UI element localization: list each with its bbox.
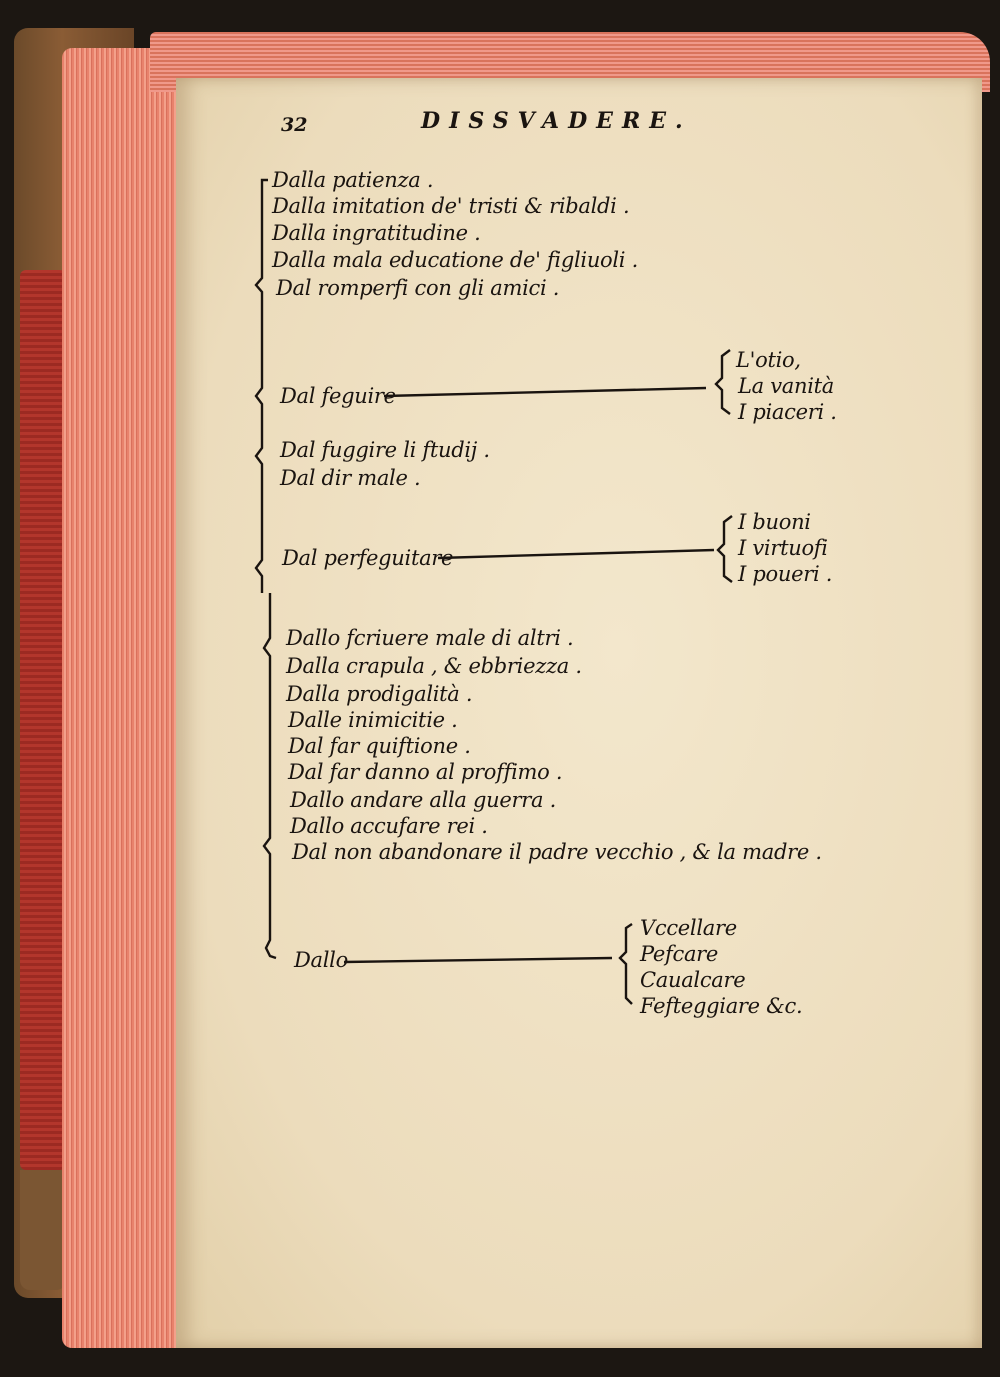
list-item: Dalla crapula , & ebbriezza . [286, 654, 582, 678]
book-spine [20, 270, 66, 1170]
list-item: Dallo accufare rei . [290, 814, 488, 838]
list-item: Dal romperfi con gli amici . [276, 276, 560, 300]
list-item: Dalla mala educatione de' figliuoli . [272, 248, 638, 272]
list-item: Dal dir male . [280, 466, 421, 490]
list-item: Dallo fcriuere male di altri . [286, 626, 574, 650]
list-item: Dalla ingratitudine . [272, 221, 481, 245]
book-spine-bottom [20, 1170, 66, 1290]
seguire-item: La vanità [738, 374, 835, 398]
seguire-item: I piaceri . [738, 400, 837, 424]
list-item: Dalle inimicitie . [288, 708, 458, 732]
dallo-item: Vccellare [640, 916, 737, 940]
list-item: Dal fuggire li ftudij . [280, 438, 490, 462]
list-item: Dal far danno al proffimo . [288, 760, 563, 784]
list-item: Dallo andare alla guerra . [290, 788, 556, 812]
dallo-item: Caualcare [640, 968, 746, 992]
perseguitare-item: I virtuofi [738, 536, 828, 560]
page-title: DISSVADERE. [421, 108, 692, 134]
dallo-item: Fefteggiare &c. [640, 994, 803, 1018]
list-item: Dalla patienza . [272, 168, 434, 192]
list-item: Dalla prodigalità . [286, 682, 473, 706]
list-item: Dal far quiftione . [288, 734, 471, 758]
seguire-item: L'otio, [736, 348, 801, 372]
dallo-label: Dallo [294, 948, 348, 972]
book-page [176, 78, 982, 1348]
list-item: Dalla imitation de' tristi & ribaldi . [272, 194, 630, 218]
seguire-label: Dal feguire [280, 384, 396, 408]
perseguitare-item: I poueri . [738, 562, 833, 586]
list-item: Dal non abandonare il padre vecchio , & la madre . [292, 840, 822, 864]
dallo-item: Pefcare [640, 942, 719, 966]
perseguitare-label: Dal perfeguitare [282, 546, 454, 570]
perseguitare-item: I buoni [738, 510, 811, 534]
page-number: 32 [281, 114, 308, 136]
